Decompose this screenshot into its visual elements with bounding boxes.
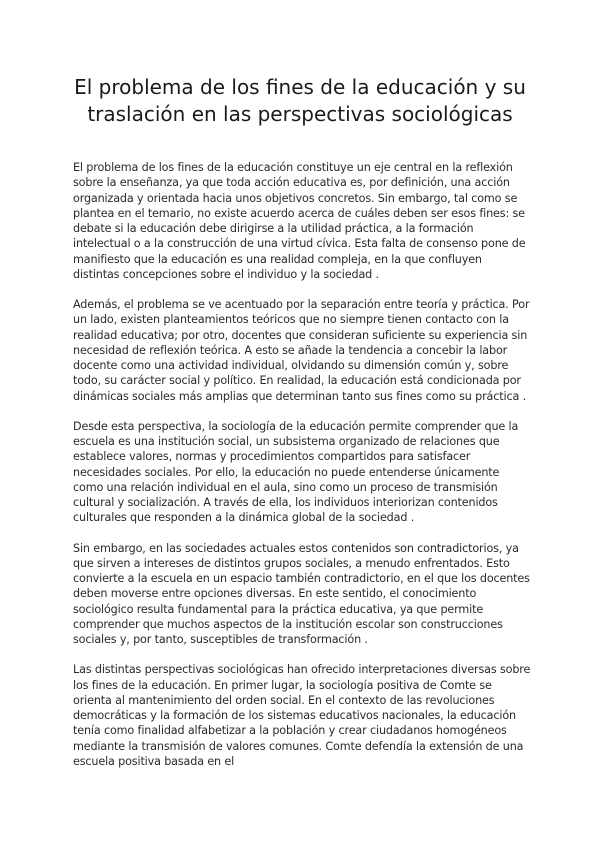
paragraph-1: El problema de los fines de la educación constituye un eje central en la reflexión sobre la enseñanza, ya que toda acción educativa es, por definición, una acción organizada y orientada hacia unos objetivos concretos. Sin embargo, tal como se plantea en el temario, no existe acuerdo acerca de cuáles deben ser esos fines: se debate si la educación debe dirigirse a la utilidad práctica, a la formación intelectual o a la construcción de una virtud cívica. Esta falta de consenso pone de manifiesto que la educación es una realidad compleja, en la que confluyen distintas concepciones sobre el individuo y la sociedad . bbox=[73, 161, 526, 281]
document-title: El problema de los fines de la educación y su traslación en las perspectivas sociológicas bbox=[74, 75, 526, 126]
paragraph-4: Sin embargo, en las sociedades actuales estos contenidos son contradictorios, ya que sirven a intereses de distintos grupos sociales, a menudo enfrentados. Esto convierte a la escuela en un espacio también contradictorio, en el que los docentes deben moverse entre opciones diversas. En este sentido, el conocimiento sociológico resulta fundamental para la práctica educativa, ya que permite comprender que muchos aspectos de la institución escolar son construcciones sociales y, por tanto, susceptibles de transformación . bbox=[73, 541, 530, 646]
document-body bbox=[73, 160, 531, 784]
paragraph-2: Además, el problema se ve acentuado por la separación entre teoría y práctica. Por un lado, existen planteamientos teóricos que no siempre tienen contacto con la realidad educativa; por otro, docentes que consideran suficiente su experiencia sin necesidad de reflexión teórica. A esto se añade la tendencia a concebir la labor docente como una actividad individual, olvidando su dimensión común y, sobre todo, su carácter social y político. En realidad, la educación está condicionada por dinámicas sociales más amplias que determinan tanto sus fines como su práctica . bbox=[73, 298, 530, 403]
paragraph-5: Las distintas perspectivas sociológicas han ofrecido interpretaciones diversas sobre los fines de la educación. En primer lugar, la sociología positiva de Comte se orienta al mantenimiento del orden social. En el contexto de las revoluciones democráticas y la formación de los sistemas educativos nacionales, la educación tenía como finalidad alfabetizar a la población y crear ciudadanos homogéneos mediante la transmisión de valores comunes. Comte defendía la extensión de una escuela positiva basada en el bbox=[73, 663, 531, 768]
paragraph-3: Desde esta perspectiva, la sociología de la educación permite comprender que la escuela es una institución social, un subsistema organizado de relaciones que establece valores, normas y procedimientos compartidos para satisfacer necesidades sociales. Por ello, la educación no puede entenderse únicamente como una relación individual en el aula, sino como un proceso de transmisión cultural y socialización. A través de ella, los individuos interiorizan contenidos culturales que responden a la dinámica global de la sociedad . bbox=[73, 419, 519, 525]
